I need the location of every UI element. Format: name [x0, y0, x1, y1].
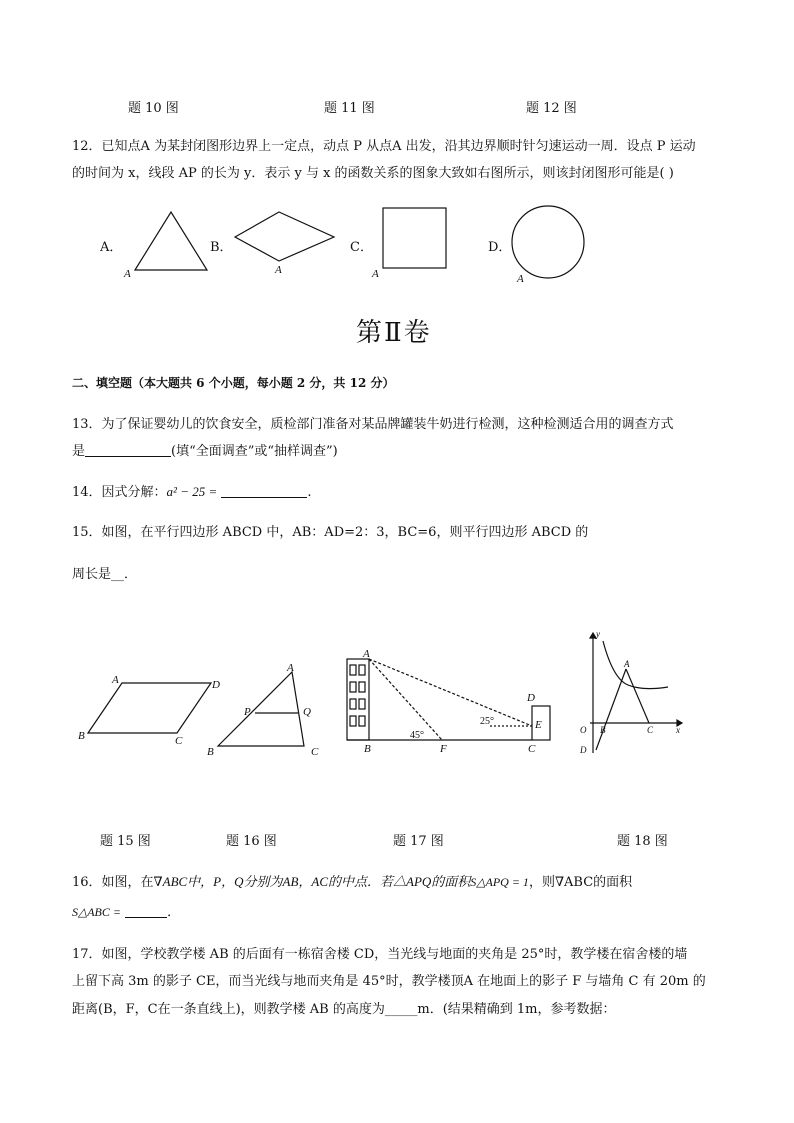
fig16-label-b: B: [207, 746, 214, 758]
fig16-label-p: P: [244, 706, 251, 718]
caption-fig15: 题 15 图: [100, 834, 151, 849]
fig15-label-d: D: [212, 679, 220, 691]
q16-line1: [72, 872, 632, 893]
fig15-label-b: B: [78, 730, 85, 742]
fig17-label-b: B: [364, 743, 371, 755]
q12-line1: 12．已知点A 为某封闭图形边界上一定点，动点 P 从点A 出发，沿其边界顺时针匀速运动一周．设点 P 运动: [72, 139, 696, 154]
q14-line: [72, 482, 312, 503]
fig17-label-a: A: [363, 648, 370, 660]
q16-part-c: ，则: [528, 875, 555, 890]
q17-line1: 17．如图，学校教学楼 AB 的后面有一栋宿舍楼 CD，当光线与地面的夹角是 25°时，教学楼在宿舍楼的墙: [72, 947, 688, 962]
fig17-label-e: E: [535, 719, 542, 731]
fig18-label-y: y: [596, 629, 600, 639]
q12-option-d-label: D．: [488, 240, 512, 255]
q12-option-b-label: B．: [210, 240, 233, 255]
q17-line2: 上留下高 3m 的影子 CE，而当光线与地而夹角是 45°时，教学楼顶A 在地面上的影子 F 与墙角 C 有 20m 的: [72, 974, 706, 989]
q16-s-apq: S△APQ = 1: [470, 875, 529, 889]
fig15-parallelogram: [88, 683, 211, 733]
fig16-label-q: Q: [303, 706, 311, 718]
fig18-label-d: D: [580, 745, 587, 755]
figures-row: [0, 625, 794, 765]
q13-suffix: (填“全面调查”或“抽样调查”): [171, 444, 338, 459]
fig18-graph: [590, 633, 682, 753]
q14-prefix: 14．因式分解：: [72, 485, 167, 500]
q13-prefix: 是: [72, 444, 86, 459]
caption-fig11: 题 11 图: [324, 101, 375, 116]
fig17-label-d: D: [527, 692, 535, 704]
q16-part-d: ABC的面积: [564, 875, 633, 890]
q13-answer-blank[interactable]: [85, 442, 171, 457]
fig18-label-x: x: [676, 725, 680, 735]
circle-point-label: A: [517, 273, 524, 285]
q13-line2: [72, 442, 338, 462]
q12-option-c-label: C．: [350, 240, 373, 255]
q16-line2: [72, 902, 180, 923]
fig18-label-b: B: [600, 725, 606, 735]
caption-fig10: 题 10 图: [128, 101, 179, 116]
fig18-label-c: C: [647, 725, 654, 735]
triangle-nabla-icon: ∇: [554, 875, 565, 890]
circle-shape: [512, 206, 584, 278]
q12-option-a-label: A．: [100, 240, 123, 255]
fig16-label-c: C: [311, 746, 319, 758]
caption-fig18: 题 18 图: [617, 834, 668, 849]
fig18-label-o: O: [580, 725, 587, 735]
fig17-angle-45: 45°: [410, 730, 424, 741]
q12-option-shapes: [0, 195, 794, 290]
triangle-nabla-icon: ∇: [153, 875, 163, 890]
q13-line1: 13．为了保证婴幼儿的饮食安全，质检部门准备对某品牌罐装牛奶进行检测，这种检测适合用的调查方式: [72, 417, 674, 432]
fig17-label-f: F: [440, 743, 447, 755]
q14-expression: a² − 25 =: [166, 484, 218, 499]
q14-suffix: .: [307, 485, 312, 500]
fig15-label-a: A: [112, 674, 119, 686]
fig17-label-c: C: [528, 743, 536, 755]
caption-fig12: 题 12 图: [526, 101, 577, 116]
fig17-buildings: [347, 659, 550, 740]
caption-fig17: 题 17 图: [393, 834, 444, 849]
q15-line1: 15．如图，在平行四边形 ABCD 中，AB：AD=2：3，BC=6，则平行四边形 ABCD 的: [72, 525, 589, 540]
caption-fig16: 题 16 图: [226, 834, 277, 849]
fig15-label-c: C: [175, 735, 183, 747]
q12-line2: 的时间为 x，线段 AP 的长为 y．表示 y 与 x 的函数关系的图象大致如右图所示，则该封闭图形可能是( ): [72, 166, 674, 181]
q16-s-abc: S△ABC =: [72, 905, 121, 919]
section-title: 第Ⅱ卷: [356, 318, 432, 348]
fig18-label-a: A: [624, 659, 630, 669]
triangle-point-label: A: [124, 268, 131, 280]
q14-answer-blank[interactable]: [221, 483, 307, 498]
triangle-shape: [135, 212, 207, 270]
q15-line2: 周长是__．: [72, 567, 138, 582]
fig16-triangle: [218, 672, 304, 746]
q16-end: ．: [167, 905, 181, 920]
square-shape: [383, 208, 446, 268]
fig17-angle-25: 25°: [480, 716, 494, 727]
part2-heading: 二、填空题（本大题共 6 个小题，每小题 2 分，共 12 分）: [72, 376, 395, 390]
square-point-label: A: [372, 268, 379, 280]
q16-part-b: ABC中，P，Q分别为AB，AC的中点．若△APQ的面积: [162, 874, 471, 889]
fig16-label-a: A: [287, 662, 294, 674]
q16-answer-blank[interactable]: [125, 903, 167, 918]
rhombus-shape: [235, 212, 334, 261]
q17-line3: 距离(B，F，C在一条直线上)，则教学楼 AB 的高度为_____m．(结果精确到 1m，参考数据：: [72, 1002, 616, 1017]
q16-part-a: 16．如图，在: [72, 875, 154, 890]
rhombus-point-label: A: [275, 264, 282, 276]
